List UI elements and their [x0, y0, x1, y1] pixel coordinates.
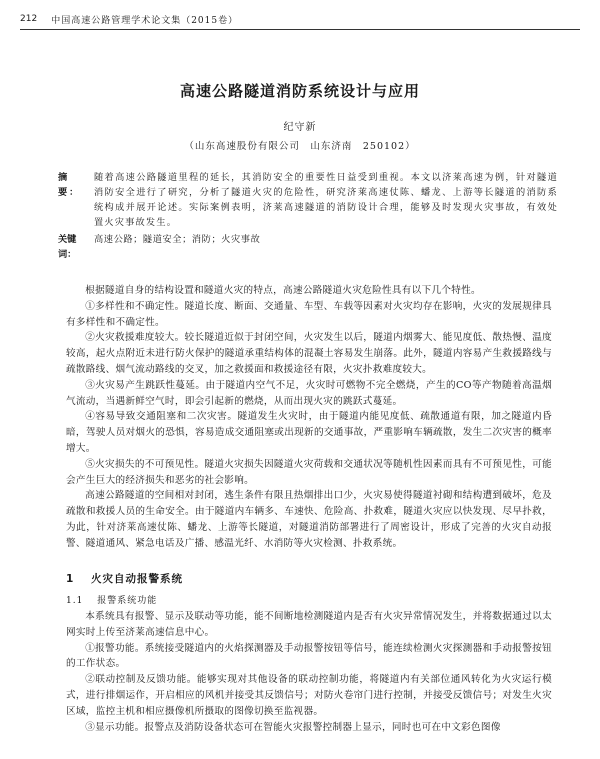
section-heading: [66, 571, 183, 586]
abstract-text: 随着高速公路隧道里程的延长，其消防安全的重要性日益受到重视。本文以济莱高速为例，针对隧道消防安全进行了研究，分析了隧道火灾的危险性，研究济莱高速仗陈、蟠龙、上游等长隧道的消防系统构成并展开论述。实际案例表明，济莱高速隧道的消防设计合理，能够及时发现火灾事故，有效处置火灾事故发生。: [94, 172, 558, 228]
section-title: 火灾自动报警系统: [90, 573, 183, 585]
body-paragraph: ③火灾易产生跳跃性蔓延。由于隧道内空气不足，火灾时可燃物不完全燃烧，产生的CO等产物随着高温烟气流动，当遇新鲜空气时，即会引起新的燃烧，从而出现火灾的跳跃式蔓延。: [66, 379, 552, 407]
body-paragraph: ①多样性和不确定性。隧道长度、断面、交通量、车型、车载等因素对火灾均存在影响，火灾的发展规律具有多样性和不确定性。: [66, 300, 552, 328]
paper-title: 高速公路隧道消防系统设计与应用: [179, 82, 420, 100]
header-divider: [20, 29, 580, 30]
body-paragraph: 高速公路隧道的空间相对封闭，逃生条件有限且热烟排出口少，火灾易使得隧道衬砌和结构遭到破坏，危及疏散和救援人员的生命安全。由于隧道内车辆多、车速快、危险高、扑救难，隧道火灾应以快发现、尽早扑救，为此，针对济莱高速仗陈、蟠龙、上游等长隧道，对隧道消防部署进行了周密设计，形成了完善的火灾自动报警、隧道通风、紧急电话及广播、感温光纤、水消防等火灾检测、扑救系统。: [66, 490, 552, 549]
body-text: [66, 283, 552, 552]
keywords-row: [58, 232, 558, 262]
section-body-text: [66, 609, 552, 735]
body-paragraph: ②联动控制及反馈功能。能够实现对其他设备的联动控制功能，将隧道内有关部位通风转化为火灾运行模式，进行排烟运作，开启相应的风机并接受其反馈信号；对防火卷帘门进行控制，并接受反馈信号；对发生火灾区域，监控主机和相应摄像机所摄取的图像切换至监视器。: [66, 674, 552, 717]
subsection-heading: [66, 593, 157, 606]
body-paragraph: ①报警功能。系统接受隧道内的火焰探测器及手动报警按钮等信号，能连续检测火灾探测器和手动报警按钮的工作状态。: [66, 642, 552, 670]
body-paragraph: ③显示功能。报警点及消防设备状态可在智能火灾报警控制器上显示，同时也可在中文彩色图像: [85, 721, 501, 733]
running-head-text: 中国高速公路管理学术论文集（2015卷）: [51, 15, 239, 26]
body-paragraph: ④容易导致交通阻塞和二次灾害。隧道发生火灾时，由于隧道内能见度低、疏散通道有限，加之隧道内昏暗，驾驶人员对烟火的恐惧，容易造成交通阻塞或出现新的交通事故，严重影响车辆疏散，发生二次灾害的概率增大。: [66, 411, 552, 454]
keywords-label: 关键词：: [58, 234, 77, 260]
page-number: 212: [20, 14, 38, 24]
running-head: [20, 11, 580, 27]
abstract-block: [58, 170, 558, 262]
subsection-number: 1.1: [66, 596, 84, 606]
keywords-text: 高速公路；隧道安全；消防；火灾事故: [94, 234, 261, 245]
author-name: 纪守新: [283, 122, 317, 133]
section-number: 1: [66, 573, 75, 585]
body-paragraph: ②火灾救援难度较大。较长隧道近似于封闭空间，火灾发生以后，隧道内烟雾大、能见度低、散热慢、温度较高，起火点附近未进行防火保护的隧道承重结构体的混凝土容易发生崩落。此外，隧道内容易产生救援路线与疏散路线、烟气流动路线的交叉，加之救援面和救援途径有限，火灾扑救难度较大。: [66, 332, 552, 375]
body-paragraph: 根据隧道自身的结构设置和隧道火灾的特点，高速公路隧道火灾危险性具有以下几个特性。: [85, 285, 481, 296]
body-paragraph: 本系统具有报警、显示及联动等功能，能不间断地检测隧道内是否有火灾异常情况发生，并将数据通过以太网实时上传至济莱高速信息中心。: [66, 611, 552, 638]
subsection-title: 报警系统功能: [97, 596, 158, 606]
abstract-label: 摘 要：: [58, 172, 81, 198]
body-paragraph: ⑤火灾损失的不可预见性。隧道火灾损失因隧道火灾荷载和交通状况等随机性因素而具有不可预见性，可能会产生巨大的经济损失和恶劣的社会影响。: [66, 458, 552, 486]
author-affiliation: （山东高速股份有限公司 山东济南 250102）: [184, 141, 416, 152]
